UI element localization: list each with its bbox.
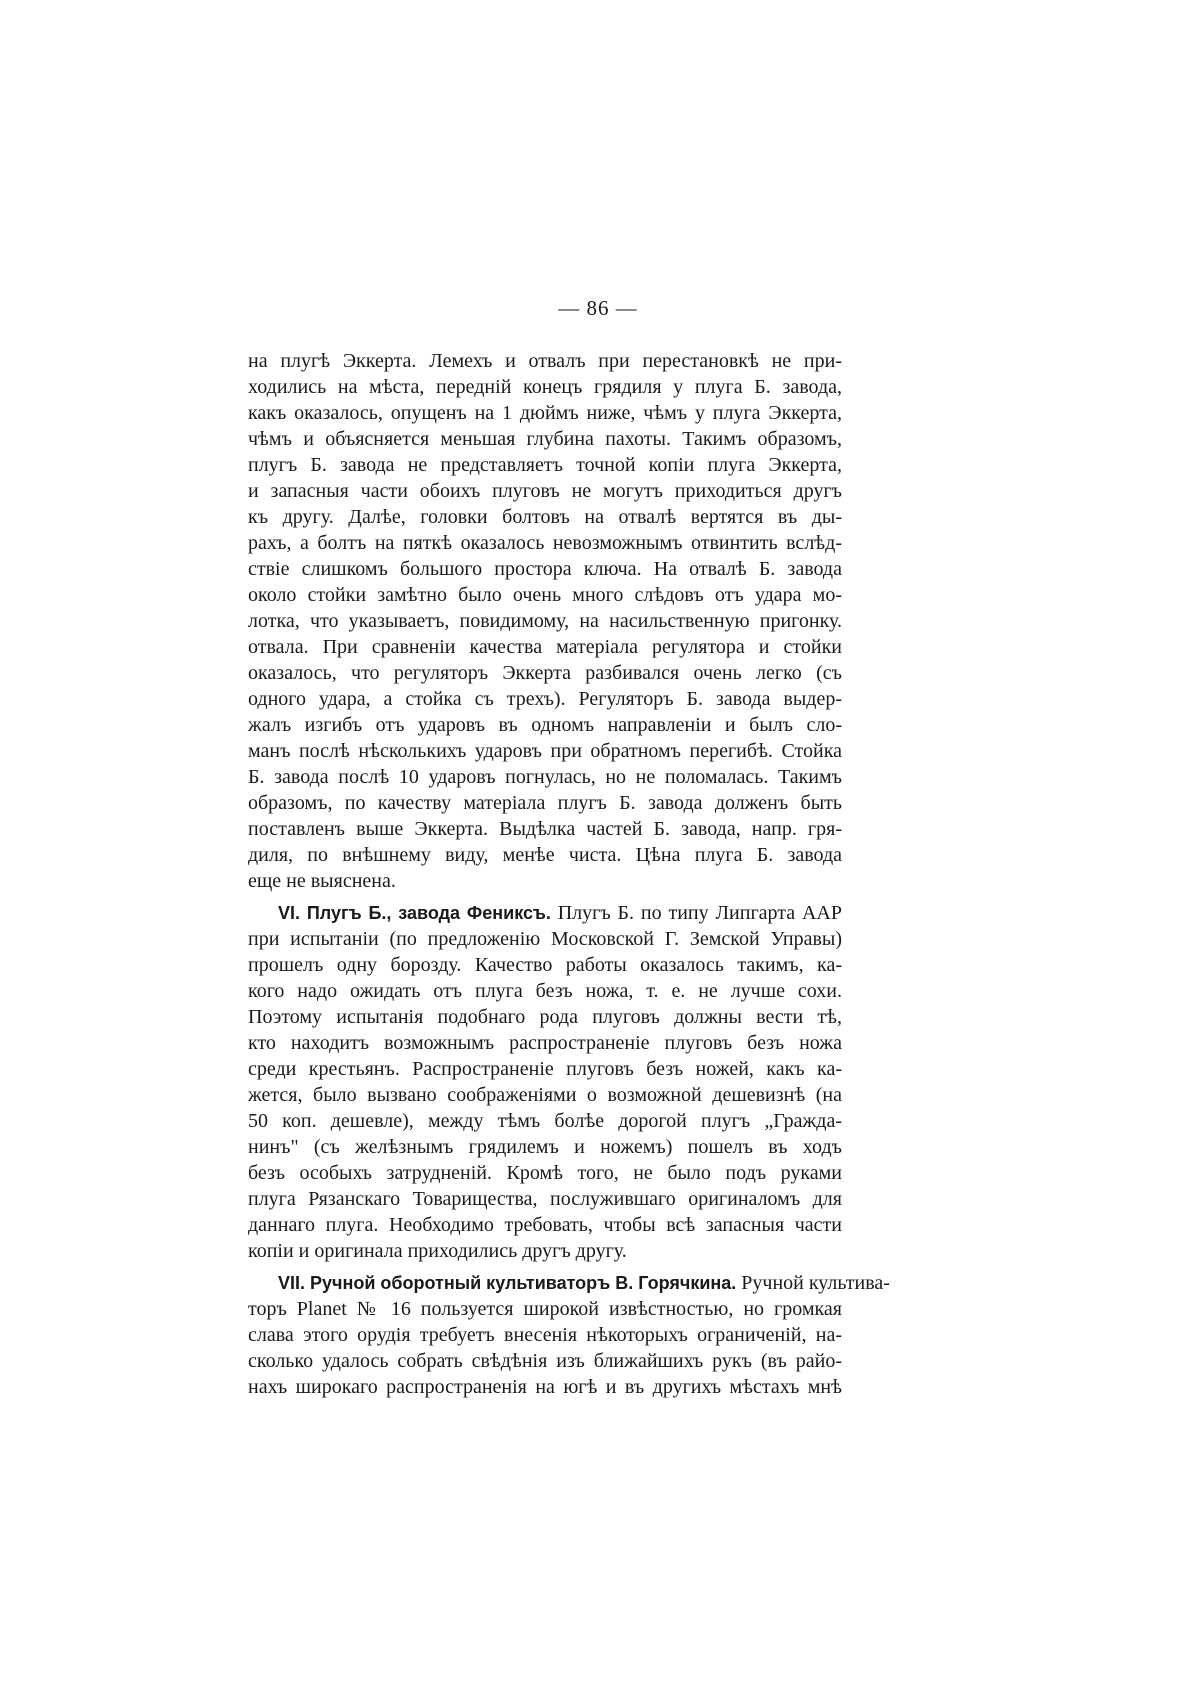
paragraph-1 [248,348,842,894]
page-number: — 86 — [558,296,638,320]
text-line: чѣмъ и объясняется меньшая глубина пахоты. Такимъ образомъ, [248,428,842,450]
text-line: и запасныя части обоихъ плуговъ не могутъ приходиться другъ [248,480,842,502]
text-line: копіи и оригинала приходились другъ другу. [248,1240,627,1262]
text-line: рахъ, а болтъ на пяткѣ оказалось невозможнымъ отвинтить вслѣд- [248,532,842,554]
text-line: къ другу. Далѣе, головки болтовъ на отвалѣ вертятся въ ды- [248,506,842,528]
text-line: еще не выяснена. [248,870,396,892]
text-line: прошелъ одну борозду. Качество работы оказалось такимъ, ка- [248,954,842,976]
text-line: торъ Planet № 16 пользуется широкой извѣстностью, но громкая [248,1298,842,1320]
text-line: жется, было вызвано соображеніями о возможной дешевизнѣ (на [248,1084,842,1106]
text-line: нахъ широкаго распространенія на югѣ и въ другихъ мѣстахъ мнѣ [248,1376,842,1398]
text-line: сколько удалось собрать свѣдѣнія изъ ближайшихъ рукъ (въ райо- [248,1350,842,1372]
text-line: слава этого орудія требуетъ внесенія нѣкоторыхъ ограниченій, на- [248,1324,842,1346]
text-line: образомъ, по качеству матеріала плугъ Б. завода долженъ быть [248,792,842,814]
text-line: нинъ" (съ желѣзнымъ грядилемъ и ножемъ) пошелъ въ ходъ [248,1136,842,1158]
text-line: манъ послѣ нѣсколькихъ ударовъ при обратномъ перегибѣ. Стойка [248,740,842,762]
text-line: 50 коп. дешевле), между тѣмъ болѣе дорогой плугъ „Гражда- [248,1110,842,1132]
paragraph-3 [248,1270,890,1400]
text-line: лотка, что указываетъ, повидимому, на насильственную пригонку. [248,610,842,632]
text-line: безъ особыхъ затрудненій. Кромѣ того, не было подъ руками [248,1162,842,1184]
text-line: около стойки замѣтно было очень много слѣдовъ отъ удара мо- [248,584,842,606]
text-line: оказалось, что регуляторъ Эккерта разбивался очень легко (съ [248,662,842,684]
text-line: кого надо ожидать отъ плуга безъ ножа, т. е. не лучше сохи. [248,980,842,1002]
text-line: при испытаніи (по предложенію Московской Г. Земской Управы) [248,928,842,950]
text-line: поставленъ выше Эккерта. Выдѣлка частей Б. завода, напр. гря- [248,818,842,840]
text-line: жалъ изгибъ отъ ударовъ въ одномъ направленіи и былъ сло- [248,714,842,736]
text-line: ствіе слишкомъ большого простора ключа. На отвалѣ Б. завода [248,558,842,580]
text-line: на плугѣ Эккерта. Лемехъ и отвалъ при перестановкѣ не при- [248,350,842,372]
text-line: какъ оказалось, опущенъ на 1 дюймъ ниже, чѣмъ у плуга Эккерта, [248,402,842,424]
page-body [248,348,890,1406]
text-line: ходились на мѣста, передній конецъ грядиля у плуга Б. завода, [248,376,842,398]
text-fragment: Ручной культива- [741,1272,890,1294]
text-line: среди крестьянъ. Распространеніе плуговъ безъ ножей, какъ ка- [248,1058,842,1080]
text-line: даннаго плуга. Необходимо требовать, чтобы всѣ запасныя части [248,1214,842,1236]
section-heading-vi: VI. Плугъ Б., завода Фениксъ. [278,903,551,923]
text-line: одного удара, а стойка съ трехъ). Регуляторъ Б. завода выдер- [248,688,842,710]
text-line [248,900,842,926]
text-fragment: Плугъ Б. по типу Липгарта ААР [557,902,842,924]
text-line: кто находитъ возможнымъ распространеніе плуговъ безъ ножа [248,1032,842,1054]
text-line: диля, по внѣшнему виду, менѣе чиста. Цѣна плуга Б. завода [248,844,842,866]
text-line: плуга Рязанскаго Товарищества, послужившаго оригиналомъ для [248,1188,842,1210]
text-line [248,1270,890,1296]
text-line: Б. завода послѣ 10 ударовъ погнулась, но не поломалась. Такимъ [248,766,842,788]
text-line: отвала. При сравненіи качества матеріала регулятора и стойки [248,636,842,658]
text-line: Поэтому испытанія подобнаго рода плуговъ должны вести тѣ, [248,1006,842,1028]
text-line: плугъ Б. завода не представляетъ точной копіи плуга Эккерта, [248,454,842,476]
section-heading-vii: VII. Ручной оборотный культиваторъ В. Горячкина. [278,1273,737,1293]
paragraph-2 [248,900,842,1264]
